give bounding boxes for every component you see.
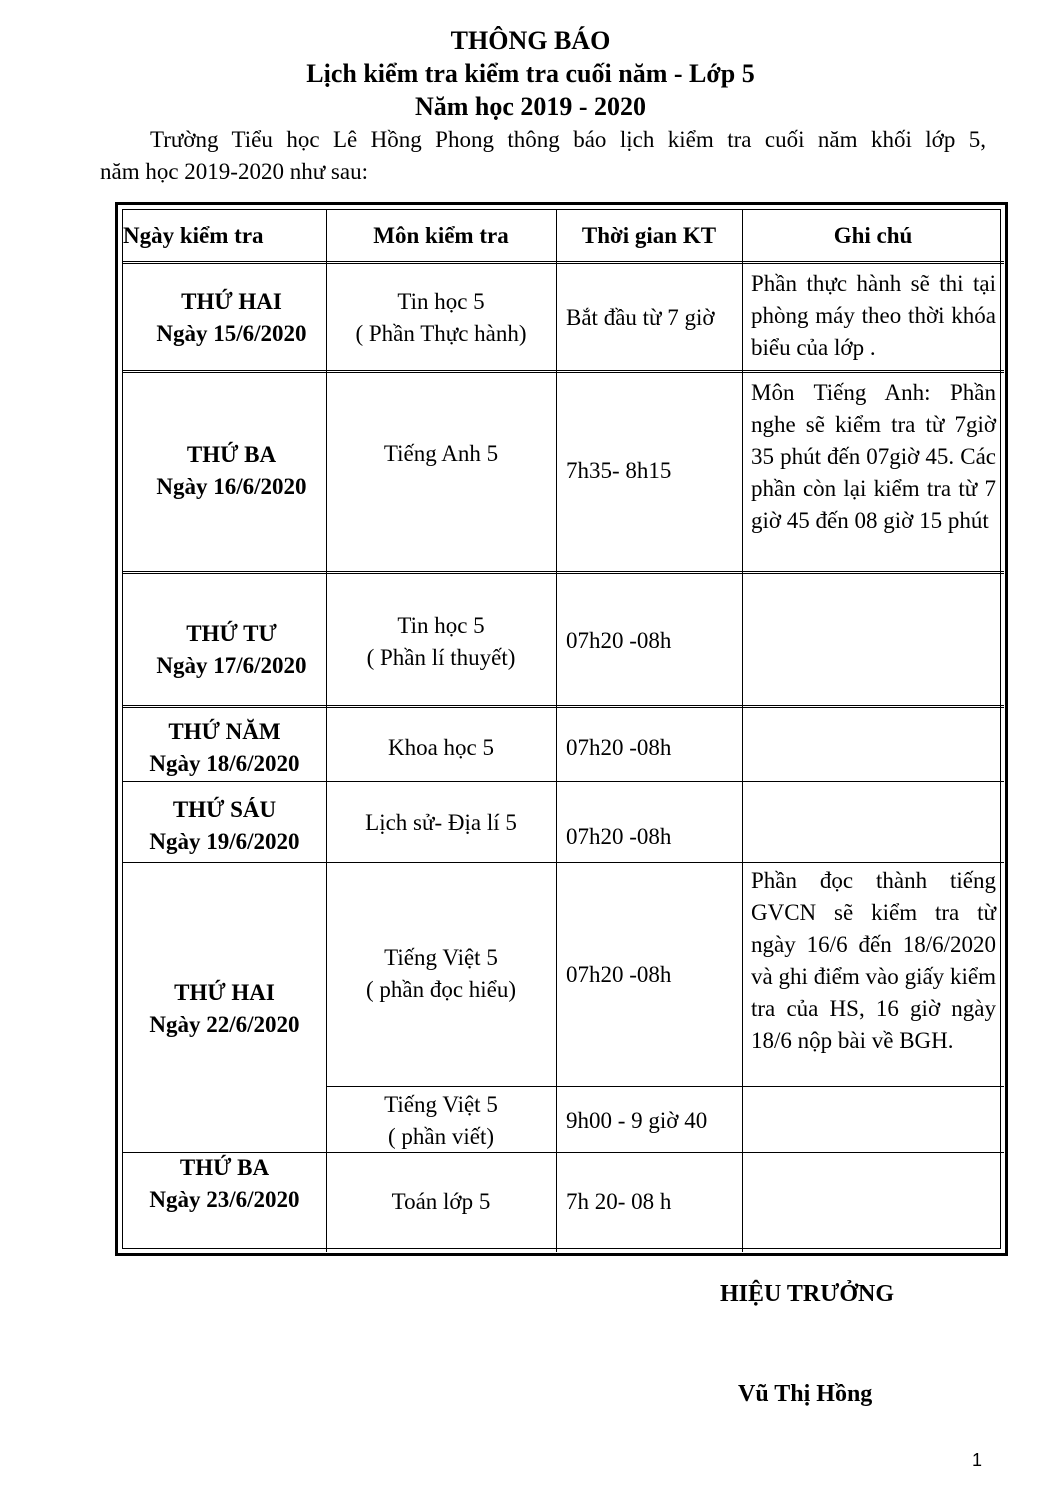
- column-divider: [556, 210, 557, 1252]
- time-cell: 07h20 -08h: [566, 824, 672, 849]
- date-label: Ngày 15/6/2020: [156, 321, 307, 346]
- row-divider: [326, 1086, 1004, 1087]
- row-divider: [123, 261, 1004, 264]
- time-cell: 7h 20- 08 h: [566, 1189, 672, 1214]
- note-cell: Phần thực hành sẽ thi tại phòng máy theo thời khóa biểu của lớp .: [751, 271, 996, 360]
- row-divider: [123, 705, 1004, 708]
- time-cell: 07h20 -08h: [566, 962, 672, 987]
- subject-name: Lịch sử- Địa lí 5: [365, 810, 517, 835]
- document-header: [0, 24, 1061, 123]
- subject-name: Tin học 5: [397, 613, 485, 638]
- subject-name: Khoa học 5: [387, 735, 495, 760]
- day-label: THỨ BA: [179, 1155, 270, 1180]
- row-date-cell: [123, 715, 326, 781]
- subject-cell: [326, 715, 556, 781]
- header-note: Ghi chú: [833, 223, 913, 248]
- subject-cell: [326, 788, 556, 864]
- document-subtitle: Lịch kiểm tra kiểm tra cuối năm - Lớp 5: [306, 59, 755, 88]
- subject-part: ( phần viết): [387, 1124, 494, 1149]
- header-date: Ngày kiểm tra: [123, 223, 264, 248]
- schedule-table: [115, 202, 1008, 1256]
- page-number: 1: [972, 1450, 983, 1470]
- day-label: THỨ NĂM: [168, 719, 281, 744]
- row-date-cell: [123, 265, 340, 371]
- document-title: THÔNG BÁO: [450, 26, 611, 55]
- subject-part: ( Phần Thực hành): [355, 321, 527, 346]
- subject-part: ( Phần lí thuyết): [366, 645, 516, 670]
- subject-cell: [326, 610, 556, 674]
- note-cell: Môn Tiếng Anh: Phần nghe sẽ kiểm tra từ 7giờ 35 phút đến 07giờ 45. Các phần còn lại kiểm tra từ 7 giờ 45 đến 08 giờ 15 phút: [751, 380, 996, 533]
- schedule-table-inner: [122, 209, 1001, 1249]
- row-date-cell: [123, 1152, 326, 1216]
- row-divider: [123, 781, 1004, 782]
- row-divider: [123, 862, 1004, 863]
- signature-name: Vũ Thị Hồng: [738, 1381, 873, 1407]
- subject-name: Tiếng Việt 5: [384, 1092, 498, 1117]
- note-cell: [742, 715, 1004, 781]
- header-subject: Môn kiểm tra: [373, 223, 509, 248]
- date-label: Ngày 16/6/2020: [156, 473, 307, 499]
- day-label: THỨ HAI: [174, 980, 275, 1005]
- subject-name: Tiếng Việt 5: [384, 945, 498, 970]
- school-year: Năm học 2019 - 2020: [414, 92, 647, 121]
- time-cell: 9h00 - 9 giờ 40: [566, 1108, 708, 1133]
- time-cell: Bắt đầu từ 7 giờ: [566, 305, 715, 330]
- subject-cell: [326, 1186, 556, 1218]
- row-date-cell: [123, 866, 326, 1152]
- column-divider: [326, 210, 327, 1252]
- intro-line-2: năm học 2019-2020 như sau:: [100, 159, 368, 184]
- row-date-cell: [123, 585, 340, 705]
- subject-cell: [326, 942, 556, 1006]
- row-divider: [123, 571, 1004, 574]
- subject-cell: [326, 265, 556, 371]
- time-cell: 07h20 -08h: [566, 735, 672, 760]
- day-label: THỨ TƯ: [186, 621, 277, 646]
- date-label: Ngày 18/6/2020: [149, 751, 300, 776]
- subject-name: Toán lớp 5: [391, 1189, 491, 1214]
- intro-line-1: Trường Tiểu học Lê Hồng Phong thông báo lịch kiểm tra cuối năm khối lớp 5,: [150, 127, 986, 152]
- row-divider: [123, 370, 1004, 373]
- header-time: Thời gian KT: [581, 223, 717, 248]
- subject-cell: [326, 1087, 556, 1155]
- time-cell: 7h35- 8h15: [566, 458, 672, 483]
- subject-part: ( phần đọc hiểu): [365, 977, 517, 1002]
- note-cell: Phần đọc thành tiếng GVCN sẽ kiểm tra từ ngày 16/6 đến 18/6/2020 và ghi điểm vào giấy kiểm tra của HS, 16 giờ ngày 18/6 nộp bài về BGH.: [751, 868, 996, 1053]
- subject-name: Tin học 5: [397, 289, 485, 314]
- subject-cell: [326, 438, 556, 470]
- row-divider: [123, 1152, 1004, 1153]
- note-cell: [742, 788, 1004, 864]
- date-label: Ngày 17/6/2020: [156, 653, 307, 678]
- subject-name: Tiếng Anh 5: [383, 441, 499, 466]
- day-label: THỨ HAI: [181, 289, 282, 314]
- day-label: THỨ SÁU: [172, 797, 277, 822]
- row-date-cell: [123, 788, 326, 864]
- intro-paragraph: [100, 124, 986, 188]
- day-label: THỨ BA: [186, 441, 277, 467]
- note-cell: [742, 1155, 1004, 1251]
- date-label: Ngày 23/6/2020: [149, 1187, 300, 1212]
- note-cell: [742, 1087, 1004, 1155]
- time-cell: 07h20 -08h: [566, 628, 672, 653]
- date-label: Ngày 19/6/2020: [149, 829, 300, 854]
- row-date-cell: [123, 375, 340, 566]
- note-cell: [742, 585, 1004, 705]
- column-divider: [742, 210, 743, 1252]
- signature-title: HIỆU TRƯỞNG: [720, 1281, 895, 1307]
- date-label: Ngày 22/6/2020: [149, 1012, 300, 1037]
